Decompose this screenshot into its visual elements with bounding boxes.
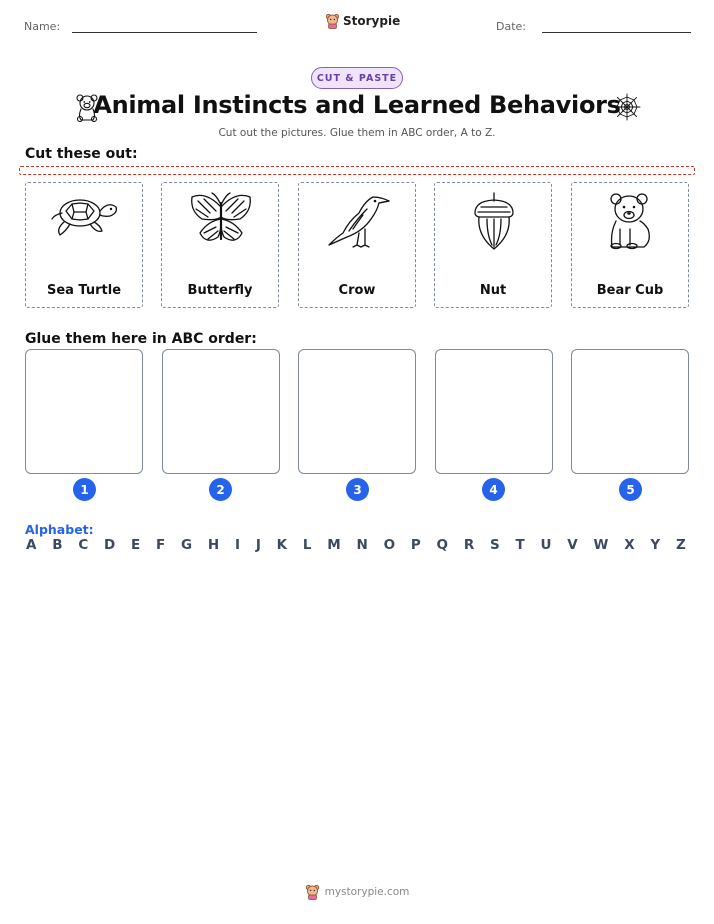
card-label: Butterfly [187, 283, 253, 298]
alphabet-letter: V [567, 537, 578, 553]
cut-card-sea-turtle[interactable] [25, 182, 143, 308]
alphabet-letter: D [104, 537, 116, 553]
card-label: Crow [338, 283, 376, 298]
page-title: Animal Instincts and Learned Behaviors [93, 91, 621, 119]
cut-guide-line [19, 166, 695, 175]
alphabet-letter: W [593, 537, 609, 553]
glue-section-heading: Glue them here in ABC order: [25, 331, 257, 347]
alphabet-letter: A [26, 537, 37, 553]
alphabet-letter: L [302, 537, 312, 553]
slot-number-2: 2 [209, 478, 232, 501]
glue-slot-2[interactable] [162, 349, 280, 474]
alphabet-letter: I [235, 537, 241, 553]
card-label: Bear Cub [596, 283, 664, 298]
alphabet-letter: J [255, 537, 261, 553]
slot-number-4: 4 [482, 478, 505, 501]
slot-number-5: 5 [619, 478, 642, 501]
cut-card-crow[interactable] [298, 182, 416, 308]
footer [0, 884, 714, 900]
bear-cub-icon [596, 189, 666, 251]
spider-web-icon [612, 92, 642, 122]
butterfly-icon [186, 189, 256, 251]
glue-slot-3[interactable] [298, 349, 416, 474]
activity-type-badge: CUT & PASTE [311, 67, 403, 89]
alphabet-letter: P [410, 537, 421, 553]
instructions: Cut out the pictures. Glue them in ABC order, A to Z. [218, 127, 496, 139]
sea-turtle-icon [50, 189, 120, 251]
name-label: Name: [24, 20, 61, 33]
alphabet-letter: N [356, 537, 368, 553]
cut-section-heading: Cut these out: [25, 146, 138, 162]
date-line[interactable] [542, 32, 691, 33]
alphabet-letter: E [131, 537, 141, 553]
alphabet-letter: F [156, 537, 166, 553]
alphabet-letter: H [207, 537, 220, 553]
alphabet-letter: K [276, 537, 288, 553]
storypie-mascot-icon [305, 884, 320, 900]
alphabet-letter: B [52, 537, 63, 553]
alphabet-label: Alphabet: [25, 522, 94, 537]
glue-slot-4[interactable] [435, 349, 553, 474]
acorn-icon [459, 189, 529, 251]
glue-slot-5[interactable] [571, 349, 689, 474]
alphabet-letter: G [181, 537, 193, 553]
glue-slot-1[interactable] [25, 349, 143, 474]
footer-url[interactable]: mystorypie.com [324, 886, 410, 898]
cut-card-bear-cub[interactable] [571, 182, 689, 308]
alphabet-letter: O [383, 537, 396, 553]
alphabet-letter: X [624, 537, 635, 553]
card-label: Sea Turtle [46, 283, 122, 298]
cut-card-butterfly[interactable] [161, 182, 279, 308]
cut-card-nut[interactable] [434, 182, 552, 308]
alphabet-letter: Y [650, 537, 661, 553]
alphabet-letter: T [515, 537, 525, 553]
alphabet-letter: Q [436, 537, 449, 553]
alphabet-letter: R [463, 537, 475, 553]
name-line[interactable] [72, 32, 257, 33]
alphabet-letter: C [78, 537, 89, 553]
alphabet-letter: M [327, 537, 341, 553]
alphabet-letter: U [540, 537, 552, 553]
brand-logo [325, 13, 400, 29]
storypie-mascot-icon [325, 13, 340, 29]
brand-name: Storypie [343, 14, 401, 28]
crow-icon [323, 189, 393, 251]
alphabet-letter: Z [675, 537, 686, 553]
slot-number-3: 3 [346, 478, 369, 501]
date-label: Date: [496, 20, 526, 33]
card-label: Nut [479, 283, 507, 298]
slot-number-1: 1 [73, 478, 96, 501]
alphabet-letter: S [490, 537, 500, 553]
alphabet-row [26, 537, 686, 553]
